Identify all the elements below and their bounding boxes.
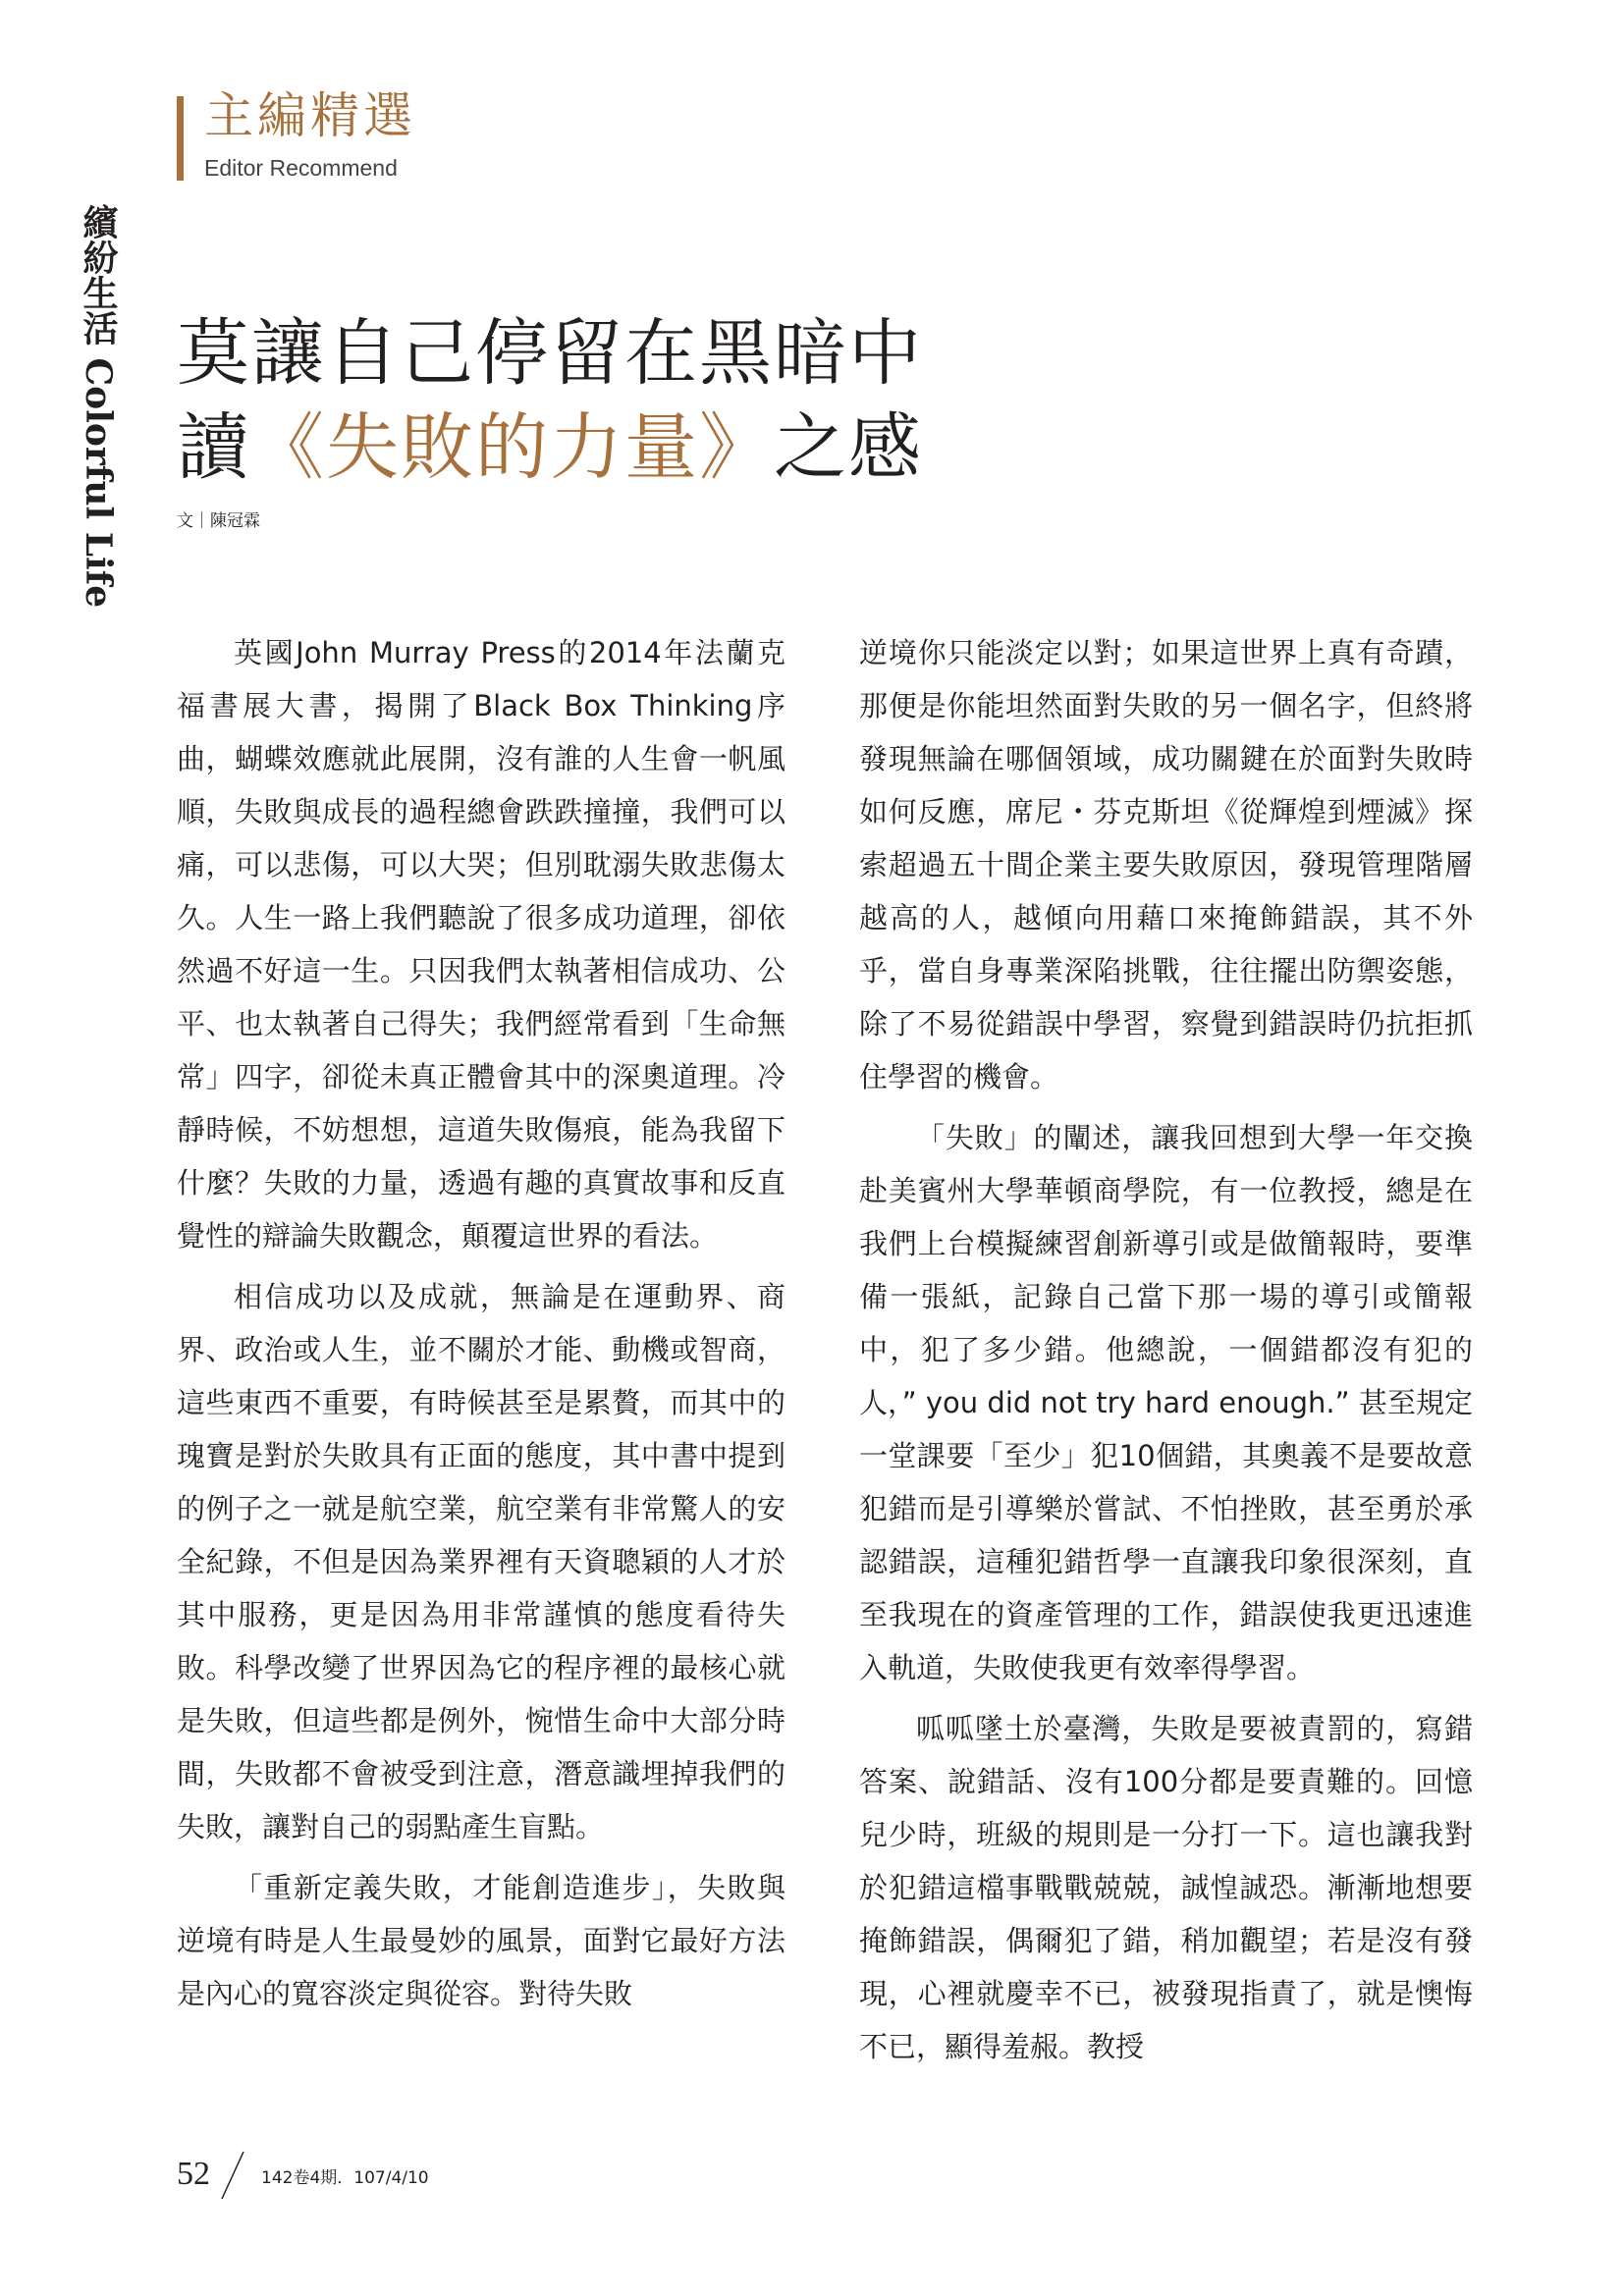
sidebar-label: 繽紛生活 Colorful Life (78, 204, 119, 609)
issue-info: 142卷4期．107/4/10 (261, 2168, 429, 2188)
body-column-right (859, 626, 1473, 2081)
paragraph: 呱呱墜土於臺灣，失敗是要被責罰的，寫錯答案、說錯話、沒有100分都是要責難的。回憶兒少時，班級的規則是一分打一下。這也讓我對於犯錯這檔事戰戰兢兢，誠惶誠恐。漸漸地想要掩飾錯誤，偶爾犯了錯，稍加觀望；若是沒有發現，心裡就慶幸不已，被發現指責了，就是懊悔不已，顯得羞赧。教授 (859, 1712, 1473, 2063)
headline-line-2 (177, 400, 1551, 495)
byline: 文｜陳冠霖 (177, 511, 260, 531)
headline-book-title: 《失敗的力量》 (251, 405, 774, 490)
paragraph: 相信成功以及成就，無論是在運動界、商界、政治或人生，並不關於才能、動機或智商，這些東西不重要，有時候甚至是累贅，而其中的瑰寶是對於失敗具有正面的態度，其中書中提到的例子之一就是航空業，航空業有非常驚人的安全紀錄，不但是因為業界裡有天資聰穎的人才於其中服務，更是因為用非常謹慎的態度看待失敗。科學改變了世界因為它的程序裡的最核心就是失敗，但這些都是例外，惋惜生命中大部分時間，失敗都不會被受到注意，潛意識埋掉我們的失敗，讓對自己的弱點產生盲點。 (177, 1280, 785, 1843)
article-headline (177, 306, 1551, 495)
section-subtitle: Editor Recommend (204, 155, 398, 181)
headline-suffix: 之感 (774, 405, 923, 490)
page-number: 52 (177, 2156, 210, 2192)
headline-line-1: 莫讓自己停留在黑暗中 (177, 311, 923, 396)
headline-prefix: 讀 (177, 405, 251, 490)
body-column-left (177, 626, 785, 2028)
paragraph: 「重新定義失敗，才能創造進步」，失敗與逆境有時是人生最曼妙的風景，面對它最好方法是內心的寬容淡定與從容。對待失敗 (177, 1871, 785, 2010)
footer-slash-divider (218, 2148, 247, 2203)
section-accent-bar (177, 96, 184, 181)
paragraph: 「失敗」的闡述，讓我回想到大學一年交換赴美賓州大學華頓商學院，有一位教授，總是在我們上台模擬練習創新導引或是做簡報時，要準備一張紙，記錄自己當下那一場的導引或簡報中，犯了多少錯。他總說，一個錯都沒有犯的人，” you did not try hard enough.” 甚至規定一堂課要「至少」犯10個錯，其奧義不是要故意犯錯而是引導樂於嘗試、不怕挫敗，甚至勇於承認錯誤，這種犯錯哲學一直讓我印象很深刻，直至我現在的資產管理的工作，錯誤使我更迅速進入軌道，失敗使我更有效率得學習。 (859, 1121, 1473, 1684)
section-title: 主編精選 (204, 87, 416, 144)
paragraph: 英國John Murray Press的2014年法蘭克福書展大書，揭開了Black Box Thinking序曲，蝴蝶效應就此展開，沒有誰的人生會一帆風順，失敗與成長的過程總會跌跌撞撞，我們可以痛，可以悲傷，可以大哭；但別耽溺失敗悲傷太久。人生一路上我們聽說了很多成功道理，卻依然過不好這一生。只因我們太執著相信成功、公平、也太執著自己得失；我們經常看到「生命無常」四字，卻從未真正體會其中的深奧道理。冷靜時候，不妨想想，這道失敗傷痕，能為我留下什麼？失敗的力量，透過有趣的真實故事和反直覺性的辯論失敗觀念，顛覆這世界的看法。 (177, 636, 785, 1253)
paragraph: 逆境你只能淡定以對；如果這世界上真有奇蹟，那便是你能坦然面對失敗的另一個名字，但終將發現無論在哪個領域，成功關鍵在於面對失敗時如何反應，席尼・芬克斯坦《從輝煌到煙滅》探索超過五十間企業主要失敗原因，發現管理階層越高的人，越傾向用藉口來掩飾錯誤，其不外乎，當自身專業深陷挑戰，往往擺出防禦姿態，除了不易從錯誤中學習，察覺到錯誤時仍抗拒抓住學習的機會。 (859, 636, 1473, 1094)
